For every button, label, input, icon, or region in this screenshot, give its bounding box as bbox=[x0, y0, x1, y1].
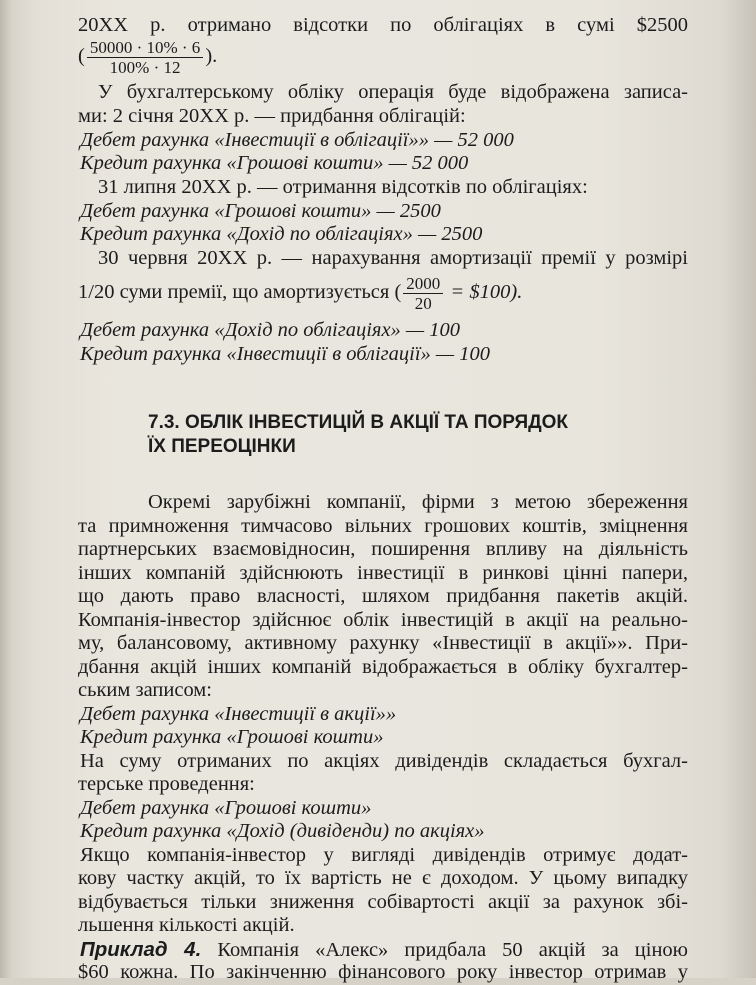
entry-debit: Дебет рахунка «Інвестиції в облігації»» — 52 000 bbox=[80, 129, 514, 151]
section-heading: ЇХ ПЕРЕОЦІНКИ bbox=[148, 436, 296, 457]
fraction-numerator: 50000 · 10% · 6 bbox=[87, 38, 203, 58]
entry-debit: Дебет рахунка «Грошові кошти» bbox=[80, 797, 372, 819]
text-segment: 1/20 суми премії, що амортизується ( bbox=[78, 281, 402, 303]
text-line: Окремі зарубіжні компанії, фірми з метою збереження bbox=[148, 491, 688, 513]
text-line: ським записом: bbox=[78, 679, 212, 701]
text-line: відбувається тільки зниження собівартості акції за рахунок збі- bbox=[78, 891, 688, 913]
text-line: У бухгалтерському обліку операція буде відображена записа- bbox=[98, 81, 688, 103]
text-line: $60 кожна. По закінченню фінансового року інвестор отримав у bbox=[78, 961, 688, 983]
formula-line bbox=[78, 270, 688, 314]
text-line: 31 липня 20ХХ р. — отримання відсотків по облігаціях: bbox=[98, 176, 588, 198]
fraction-denominator: 20 bbox=[414, 293, 432, 313]
text-line: Компанія-інвестор здійснює облік інвестицій в акції на реально- bbox=[78, 609, 688, 631]
text-line: інших компаній здійснюють інвестиції в ринкові цінні папери, bbox=[78, 562, 688, 584]
text-line: та примноження тимчасово вільних грошових коштів, зміцнення bbox=[78, 515, 688, 537]
entry-debit: Дебет рахунка «Дохід по облігаціях» — 100 bbox=[80, 319, 461, 341]
text-line: терське проведення: bbox=[78, 773, 255, 795]
fraction-amortization bbox=[403, 274, 443, 313]
text-line: Якщо компанія-інвестор у вигляді дивідендів отримує додат- bbox=[80, 844, 688, 866]
text-line: що дають право власності, шляхом придбання пакетів акцій. bbox=[78, 585, 688, 607]
entry-credit: Кредит рахунка «Інвестиції в облігації» — 100 bbox=[80, 343, 491, 365]
text-line: му, балансовому, активному рахунку «Інвестиції в акції»». При- bbox=[78, 632, 688, 654]
text-line: кову частку акцій, то їх вартість не є доходом. У цьому випадку bbox=[78, 867, 688, 889]
entry-credit: Кредит рахунка «Дохід (дивіденди) по акціях» bbox=[80, 820, 485, 842]
fraction-numerator: 2000 bbox=[403, 274, 443, 294]
text-segment: Компанія «Алекс» придбала 50 акцій за ціною bbox=[201, 939, 688, 961]
entry-debit: Дебет рахунка «Грошові кошти» — 2500 bbox=[80, 200, 441, 222]
text-line: дбання акцій інших компаній відображається в обліку бухгалтер- bbox=[78, 656, 688, 678]
text-line: ми: 2 січня 20ХХ р. — придбання облігацій: bbox=[78, 105, 466, 127]
entry-credit: Кредит рахунка «Дохід по облігаціях» — 2500 bbox=[80, 223, 483, 245]
text-line: льшення кількості акцій. bbox=[78, 914, 295, 936]
fraction-denominator: 100% · 12 bbox=[109, 58, 181, 77]
formula-line bbox=[78, 38, 688, 77]
entry-credit: Кредит рахунка «Грошові кошти» — 52 000 bbox=[80, 152, 469, 174]
text-line: партнерських взаємовідносин, поширення впливу на діяльність bbox=[78, 538, 688, 560]
fraction-interest bbox=[87, 38, 203, 77]
paren-open: ( bbox=[78, 45, 85, 68]
paren-close: ). bbox=[205, 45, 218, 68]
text-line: 30 червня 20ХХ р. — нарахування амортизації премії у розмірі bbox=[98, 247, 688, 269]
example-label: Приклад 4. bbox=[80, 938, 202, 961]
text-line: 20ХХ р. отримано відсотки по облігаціях в сумі $2500 bbox=[78, 14, 688, 36]
entry-credit: Кредит рахунка «Грошові кошти» bbox=[80, 726, 384, 748]
text-line: На суму отриманих по акціях дивідендів складається бухгал- bbox=[80, 750, 688, 772]
entry-debit: Дебет рахунка «Інвестиції в акції»» bbox=[80, 703, 397, 725]
text-segment: = $100). bbox=[445, 281, 523, 303]
section-heading: 7.3. ОБЛІК ІНВЕСТИЦІЙ В АКЦІЇ ТА ПОРЯДОК bbox=[148, 412, 569, 433]
